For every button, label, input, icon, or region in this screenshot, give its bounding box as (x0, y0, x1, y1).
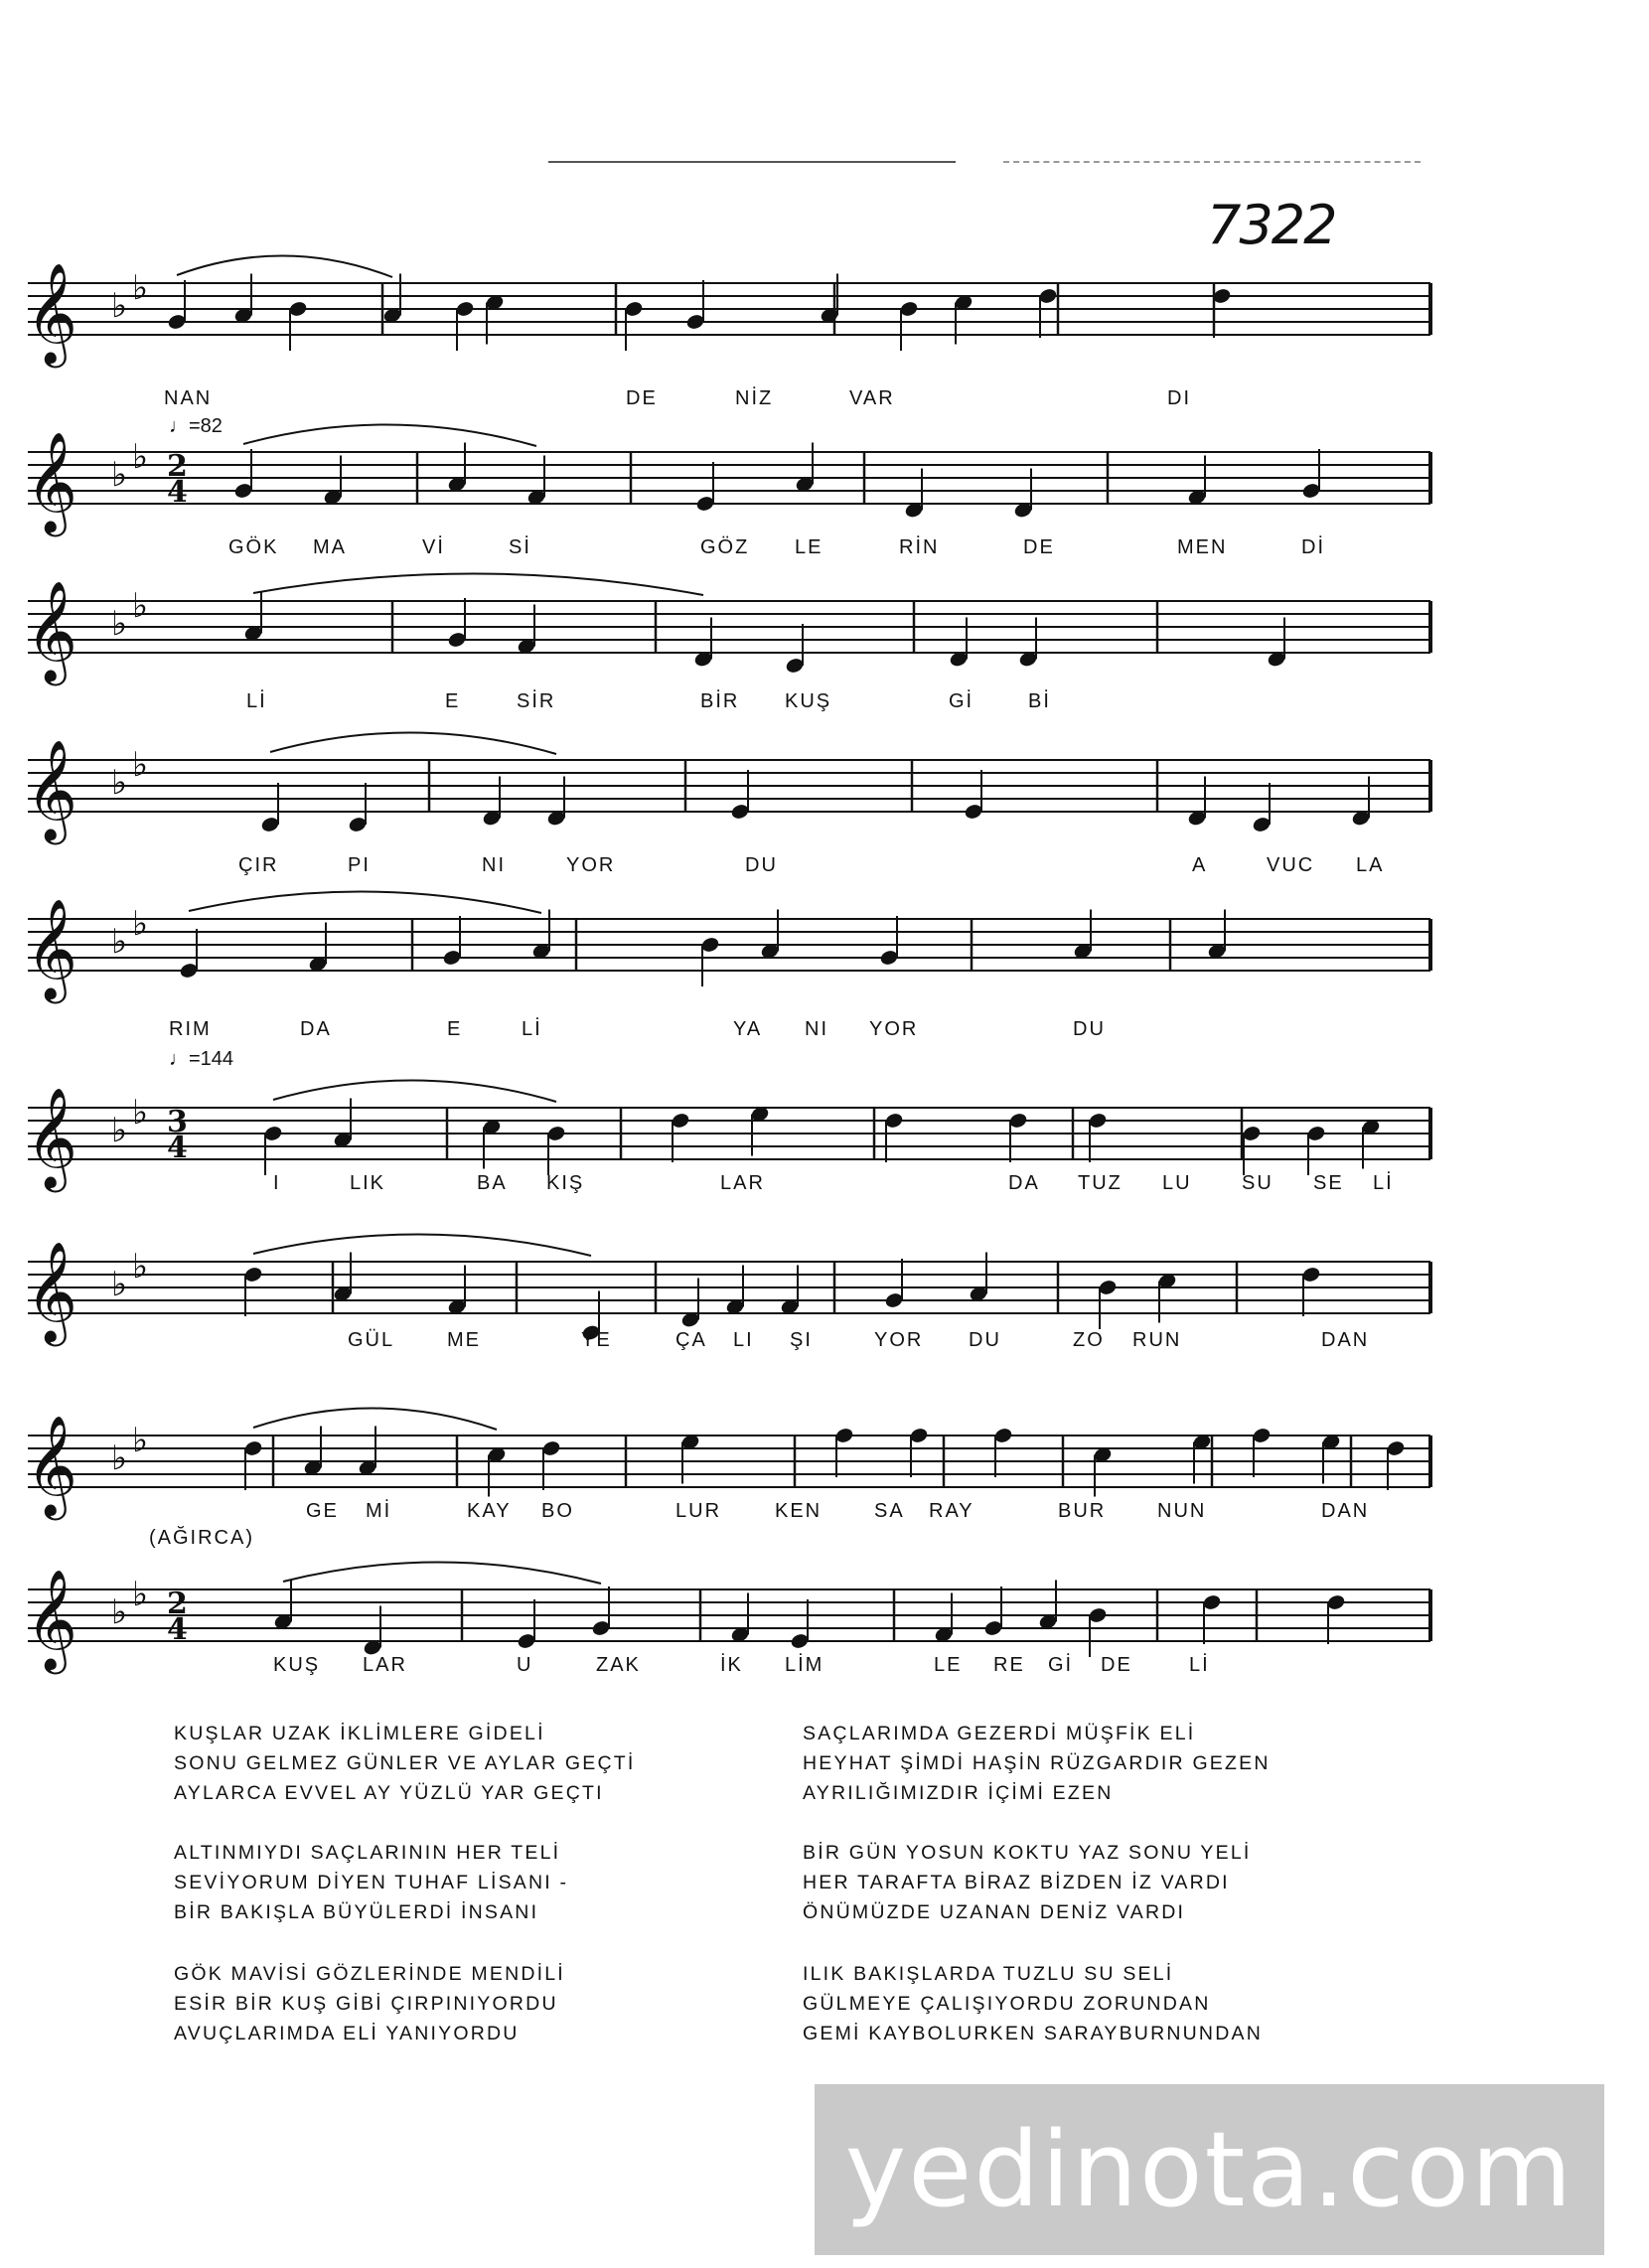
lyric-syllable: DU (745, 854, 778, 876)
lyric-syllable: DE (1101, 1654, 1132, 1676)
flat-icon: ♭ (111, 1111, 128, 1150)
flat-icon: ♭ (111, 1265, 128, 1304)
flat-icon: ♭ (111, 604, 128, 644)
lyric-syllable: ZO (1073, 1329, 1105, 1351)
lyric-syllable: YE (581, 1329, 612, 1351)
stanza-line: AVUÇLARIMDA ELİ YANIYORDU (174, 2023, 520, 2044)
lyric-line (0, 1329, 1649, 1359)
lyric-syllable: ŞI (790, 1329, 813, 1351)
flat-icon: ♭ (111, 455, 128, 495)
stanza-line: ÖNÜMÜZDE UZANAN DENİZ VARDI (803, 1901, 1186, 1923)
lyric-syllable: GÖK (228, 536, 279, 558)
lyric-syllable: DE (1023, 536, 1055, 558)
lyric-syllable: BO (541, 1500, 574, 1522)
stanza (174, 1838, 568, 1927)
lyric-syllable: RİN (899, 536, 940, 558)
lyric-syllable: RUN (1132, 1329, 1182, 1351)
lyric-syllable: Lİ (246, 690, 267, 712)
slur (253, 1234, 591, 1256)
flat-icon: ♭ (111, 1592, 128, 1632)
treble-clef-icon: 𝄞 (26, 738, 78, 840)
lyric-syllable: RE (993, 1654, 1025, 1676)
lyric-syllable: RIM (169, 1018, 212, 1040)
flat-icon: ♭ (132, 904, 149, 944)
stanza-line: AYRILIĞIMIZDIR İÇİMİ EZEN (803, 1782, 1114, 1804)
stanza-line: SEVİYORUM DİYEN TUHAF LİSANI - (174, 1872, 569, 1893)
lyric-syllable: DE (626, 387, 658, 409)
flat-icon: ♭ (132, 586, 149, 626)
slur (253, 573, 703, 595)
lyric-syllable: ÇA (675, 1329, 707, 1351)
lyric-line (0, 1654, 1649, 1684)
lyric-syllable: E (447, 1018, 463, 1040)
lyric-syllable: BUR (1058, 1500, 1107, 1522)
lyric-syllable: GÖZ (700, 536, 750, 558)
treble-clef-icon: 𝄞 (26, 897, 78, 999)
lyric-syllable: KEN (775, 1500, 823, 1522)
lyric-syllable: U (517, 1654, 533, 1676)
flat-icon: ♭ (132, 1575, 149, 1614)
stanza (803, 1719, 1271, 1808)
lyric-syllable: YOR (874, 1329, 924, 1351)
lyric-syllable: SU (1242, 1172, 1274, 1194)
lyric-syllable: NI (805, 1018, 828, 1040)
style-mark: (AĞIRCA) (149, 1527, 254, 1549)
lyric-line (0, 1018, 1649, 1048)
lyric-line (0, 1500, 1649, 1530)
lyric-syllable: LIK (350, 1172, 386, 1194)
stanza-line: KUŞLAR UZAK İKLİMLERE GİDELİ (174, 1723, 545, 1744)
lyric-syllable: DAN (1321, 1500, 1370, 1522)
lyric-line (0, 1172, 1649, 1202)
lyric-syllable: LUR (675, 1500, 722, 1522)
lyric-syllable: Sİ (509, 536, 531, 558)
lyric-syllable: VUC (1267, 854, 1315, 876)
slur (243, 424, 536, 446)
lyric-syllable: DI (1167, 387, 1191, 409)
stanza-line: SAÇLARIMDA GEZERDİ MÜŞFİK ELİ (803, 1723, 1196, 1744)
lyric-syllable: VAR (849, 387, 895, 409)
lyric-syllable: GE (306, 1500, 339, 1522)
lyric-syllable: LAR (720, 1172, 765, 1194)
time-signature-digit: 4 (167, 1612, 188, 1647)
flat-icon: ♭ (132, 745, 149, 785)
flat-icon: ♭ (111, 286, 128, 326)
stanza-line: HER TARAFTA BİRAZ BİZDEN İZ VARDI (803, 1872, 1230, 1893)
lyric-syllable: NI (482, 854, 506, 876)
lyric-syllable: TUZ (1078, 1172, 1123, 1194)
slur (283, 1562, 601, 1584)
stanza-line: ESİR BİR KUŞ GİBİ ÇIRPINIYORDU (174, 1993, 558, 2015)
lyric-syllable: KIŞ (546, 1172, 585, 1194)
lyric-syllable: Lİ (1189, 1654, 1210, 1676)
flat-icon: ♭ (111, 922, 128, 962)
flat-icon: ♭ (132, 1421, 149, 1460)
lyric-syllable: LE (795, 536, 824, 558)
lyric-syllable: BA (477, 1172, 508, 1194)
flat-icon: ♭ (132, 268, 149, 308)
lyric-line (0, 690, 1649, 720)
lyric-syllable: LİM (785, 1654, 824, 1676)
time-signature-digit: 2 (167, 1587, 188, 1621)
stanza (803, 1838, 1252, 1927)
time-signature-digit: 2 (167, 449, 188, 484)
lyric-syllable: GÜL (348, 1329, 395, 1351)
lyric-syllable: E (445, 690, 461, 712)
top-rule-dashed (1003, 161, 1421, 165)
page-number: 7322 (1207, 194, 1336, 256)
lyric-syllable: Bİ (1028, 690, 1051, 712)
lyric-syllable: Dİ (1301, 536, 1325, 558)
lyric-syllable: YA (733, 1018, 763, 1040)
lyric-syllable: MA (313, 536, 347, 558)
stanza-line: AYLARCA EVVEL AY YÜZLÜ YAR GEÇTI (174, 1782, 604, 1804)
lyric-syllable: Lİ (522, 1018, 542, 1040)
lyric-syllable: DA (300, 1018, 332, 1040)
lyric-syllable: LI (733, 1329, 754, 1351)
lyric-syllable: NİZ (735, 387, 774, 409)
lyric-syllable: YOR (869, 1018, 919, 1040)
lyric-syllable: PI (348, 854, 371, 876)
lyric-syllable: ÇIR (238, 854, 279, 876)
lyric-syllable: ZAK (596, 1654, 641, 1676)
lyric-syllable: Lİ (1373, 1172, 1394, 1194)
lyric-syllable: RAY (929, 1500, 974, 1522)
tempo-mark: ♩=82 (169, 415, 223, 437)
stanza-line: HEYHAT ŞİMDİ HAŞİN RÜZGARDIR GEZEN (803, 1752, 1271, 1774)
stanza-line: GEMİ KAYBOLURKEN SARAYBURNUNDAN (803, 2023, 1263, 2044)
treble-clef-icon: 𝄞 (26, 579, 78, 681)
lyric-syllable: LE (934, 1654, 963, 1676)
lyric-syllable: I (273, 1172, 281, 1194)
lyric-syllable: ME (447, 1329, 481, 1351)
top-rule (548, 161, 956, 163)
watermark-text: yedinota.com (844, 2109, 1574, 2230)
lyric-syllable: İK (720, 1654, 743, 1676)
lyric-syllable: KUŞ (785, 690, 832, 712)
treble-clef-icon: 𝄞 (26, 430, 78, 532)
lyric-syllable: DAN (1321, 1329, 1370, 1351)
lyric-syllable: SE (1313, 1172, 1344, 1194)
treble-clef-icon: 𝄞 (26, 1240, 78, 1342)
treble-clef-icon: 𝄞 (26, 1568, 78, 1670)
treble-clef-icon: 𝄞 (26, 261, 78, 364)
stanza (803, 1959, 1263, 2048)
lyric-syllable: Gİ (1048, 1654, 1074, 1676)
stanza-line: SONU GELMEZ GÜNLER VE AYLAR GEÇTİ (174, 1752, 636, 1774)
lyric-syllable: LU (1162, 1172, 1192, 1194)
stanza-line: GÜLMEYE ÇALIŞIYORDU ZORUNDAN (803, 1993, 1211, 2015)
stanza-line: ILIK BAKIŞLARDA TUZLU SU SELİ (803, 1963, 1174, 1985)
stanza-line: GÖK MAVİSİ GÖZLERİNDE MENDİLİ (174, 1963, 565, 1985)
lyric-line (0, 387, 1649, 417)
flat-icon: ♭ (132, 1247, 149, 1286)
lyric-syllable: Gİ (949, 690, 974, 712)
time-signature-digit: 4 (167, 475, 188, 510)
lyric-syllable: NAN (164, 387, 213, 409)
watermark (815, 2084, 1604, 2255)
flat-icon: ♭ (111, 1438, 128, 1478)
lyric-syllable: DU (1073, 1018, 1106, 1040)
stanza-line: BİR GÜN YOSUN KOKTU YAZ SONU YELİ (803, 1842, 1252, 1864)
staff (0, 1520, 1649, 1739)
lyric-syllable: BİR (700, 690, 740, 712)
tempo-mark: ♩=144 (169, 1048, 234, 1070)
lyric-line (0, 536, 1649, 566)
slur (177, 255, 392, 277)
lyric-syllable: MEN (1177, 536, 1228, 558)
flat-icon: ♭ (111, 763, 128, 803)
lyric-syllable: SA (874, 1500, 905, 1522)
time-signature-digit: 3 (167, 1105, 188, 1139)
stanza-line: BİR BAKIŞLA BÜYÜLERDİ İNSANI (174, 1901, 539, 1923)
lyric-syllable: SİR (517, 690, 556, 712)
treble-clef-icon: 𝄞 (26, 1414, 78, 1516)
lyric-syllable: YOR (566, 854, 616, 876)
lyric-syllable: Mİ (366, 1500, 392, 1522)
lyric-syllable: NUN (1157, 1500, 1207, 1522)
lyric-line (0, 854, 1649, 884)
lyric-syllable: DU (969, 1329, 1001, 1351)
stanza (174, 1719, 636, 1808)
flat-icon: ♭ (132, 1093, 149, 1133)
slur (273, 1080, 556, 1102)
slur (189, 891, 541, 913)
staff-graphic (0, 1520, 1649, 1739)
lyric-syllable: Vİ (422, 536, 445, 558)
slur (270, 732, 556, 754)
lyric-syllable: A (1192, 854, 1208, 876)
time-signature-digit: 4 (167, 1131, 188, 1165)
lyric-syllable: LAR (363, 1654, 407, 1676)
stanza (174, 1959, 565, 2048)
stanza-line: ALTINMIYDI SAÇLARININ HER TELİ (174, 1842, 561, 1864)
treble-clef-icon: 𝄞 (26, 1086, 78, 1188)
flat-icon: ♭ (132, 437, 149, 477)
lyric-syllable: LA (1356, 854, 1385, 876)
lyric-syllable: KAY (467, 1500, 512, 1522)
lyric-syllable: DA (1008, 1172, 1040, 1194)
lyric-syllable: KUŞ (273, 1654, 321, 1676)
